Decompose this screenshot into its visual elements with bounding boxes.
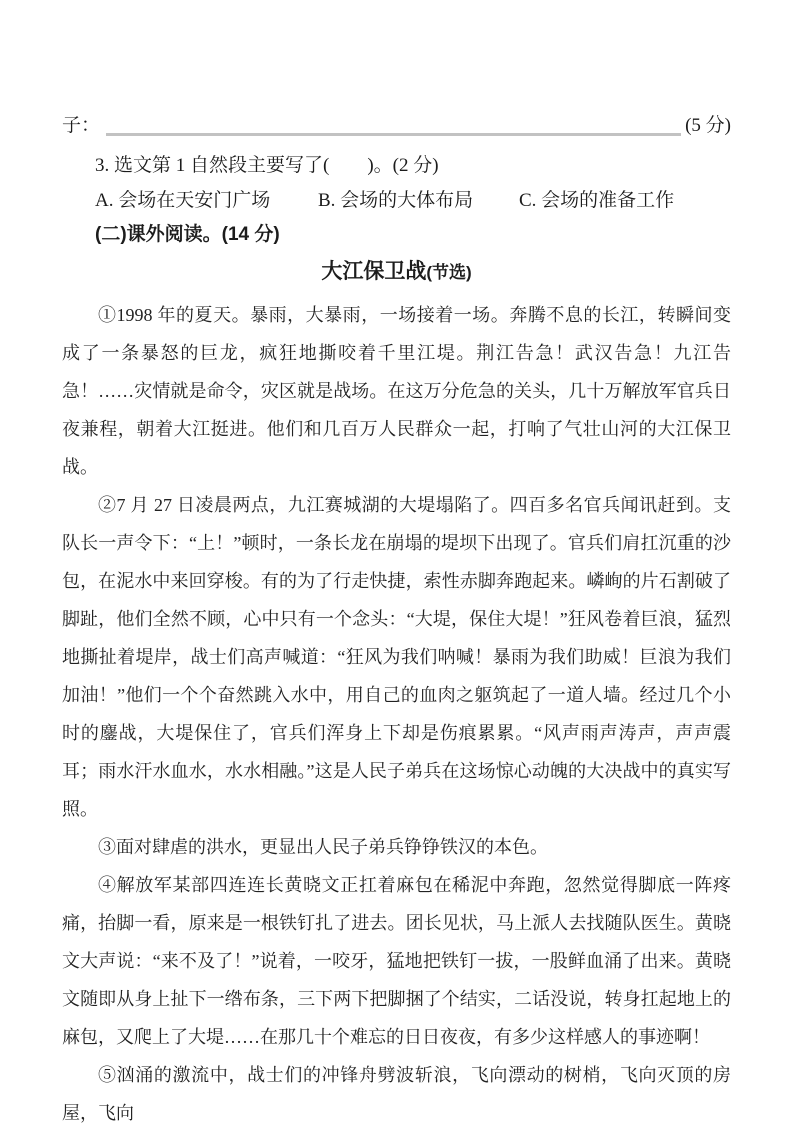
passage-body — [62, 296, 731, 1132]
answer-blank-row — [62, 112, 731, 139]
option-a: A. 会场在天安门广场 — [95, 190, 271, 211]
passage-title-subtitle: (节选) — [426, 263, 472, 282]
passage-paragraph-5: ⑤汹涌的激流中，战士们的冲锋舟劈波斩浪，飞向漂动的树梢，飞向灭顶的房屋，飞向 — [62, 1065, 731, 1123]
passage-title-main: 大江保卫战 — [321, 260, 427, 283]
answer-blank-score: (5 分) — [685, 115, 731, 136]
option-c: C. 会场的准备工作 — [519, 190, 675, 211]
answer-blank-prefix: 子： — [62, 115, 101, 136]
passage-paragraph-4: ④解放军某部四连连长黄晓文正扛着麻包在稀泥中奔跑，忽然觉得脚底一阵疼痛，抬脚一看，原来是一根铁钉扎了进去。团长见状，马上派人去找随队医生。黄晓文大声说：“来不及了！”说着，一咬牙，猛地把铁钉一拔，一股鲜血涌了出来。黄晓文随即从身上扯下一绺布条，三下两下把脚捆了个结实，二话没说，转身扛起地上的麻包，又爬上了大堤……在那几十个难忘的日日夜夜，有多少这样感人的事迹啊！ — [62, 875, 731, 1047]
passage-title — [62, 257, 731, 288]
question-3: 3. 选文第 1 自然段主要写了( )。(2 分) — [95, 155, 439, 176]
option-b: B. 会场的大体布局 — [318, 190, 474, 211]
passage-paragraph-3: ③面对肆虐的洪水，更显出人民子弟兵铮铮铁汉的本色。 — [98, 837, 548, 857]
section-header-extracurricular-reading: (二)课外阅读。(14 分) — [95, 224, 280, 245]
passage-paragraph-1: ①1998 年的夏天。暴雨，大暴雨，一场接着一场。奔腾不息的长江，转瞬间变成了一条暴怒的巨龙，疯狂地撕咬着千里江堤。荆江告急！武汉告急！九江告急！……灾情就是命令，灾区就是战场。在这万分危急的关头，几十万解放军官兵日夜兼程，朝着大江挺进。他们和几百万人民群众一起，打响了气壮山河的大江保卫战。 — [62, 305, 731, 477]
answer-blank-line — [106, 114, 681, 136]
passage-paragraph-2: ②7 月 27 日凌晨两点，九江赛城湖的大堤塌陷了。四百多名官兵闻讯赶到。支队长一声令下：“上！”顿时，一条长龙在崩塌的堤坝下出现了。官兵们肩扛沉重的沙包，在泥水中来回穿梭。有的为了行走快捷，索性赤脚奔跑起来。嶙峋的片石割破了脚趾，他们全然不顾，心中只有一个念头：“大堤，保住大堤！”狂风卷着巨浪，猛烈地撕扯着堤岸，战士们高声喊道：“狂风为我们呐喊！暴雨为我们助威！巨浪为我们加油！”他们一个个奋然跳入水中，用自己的血肉之躯筑起了一道人墙。经过几个小时的鏖战，大堤保住了，官兵们浑身上下却是伤痕累累。“风声雨声涛声，声声震耳；雨水汗水血水，水水相融。”这是人民子弟兵在这场惊心动魄的大决战中的真实写照。 — [62, 495, 731, 819]
question-3-options — [62, 187, 731, 214]
